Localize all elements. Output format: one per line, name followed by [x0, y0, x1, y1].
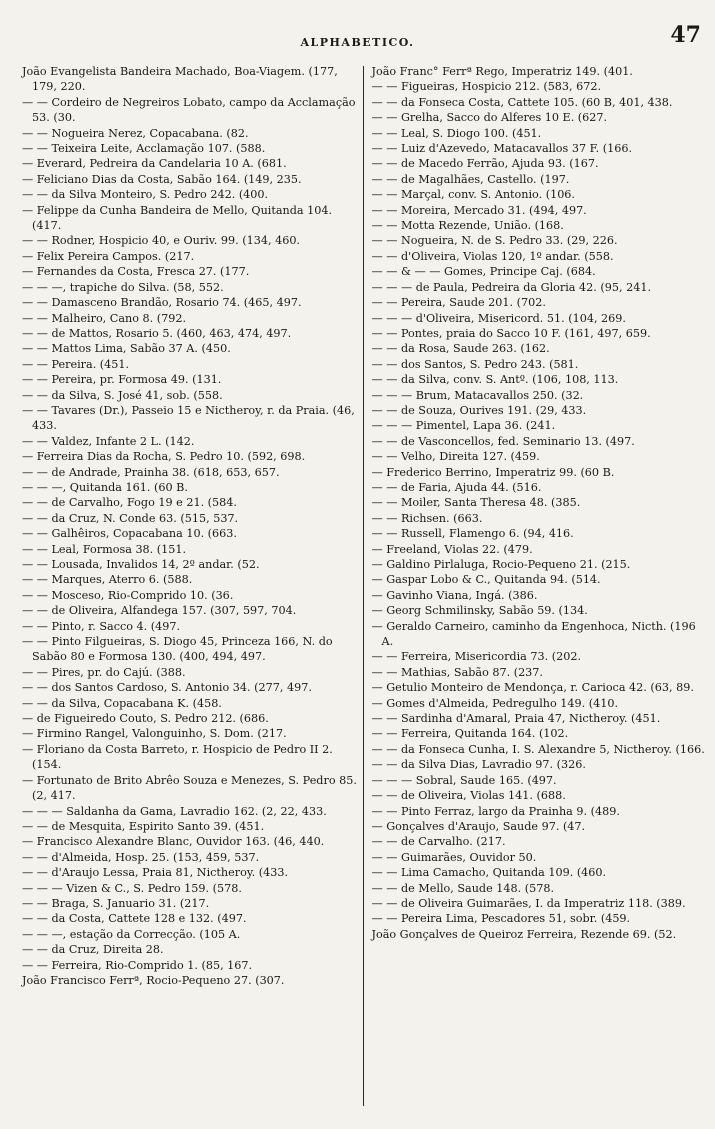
- directory-entry: — — —, trapiche do Silva. (58, 552.: [22, 280, 224, 294]
- directory-entry: — — — Brum, Matacavallos 250. (32.: [371, 388, 584, 402]
- directory-entry: — — da Cruz, N. Conde 63. (515, 537.: [22, 511, 239, 525]
- directory-entry: — Firmino Rangel, Valonguinho, S. Dom. (217.: [22, 727, 287, 741]
- directory-entry: — — de Oliveira, Alfandega 157. (307, 597, 704.: [22, 604, 297, 618]
- directory-entry: — — dos Santos, S. Pedro 243. (581.: [371, 357, 579, 371]
- directory-entry: — — Tavares (Dr.), Passeio 15 e Nictheroy, r. da Praia. (46, 433.: [22, 403, 355, 433]
- directory-entry: — Felix Pereira Campos. (217.: [22, 249, 195, 263]
- directory-entry: — Francisco Alexandre Blanc, Ouvidor 163. (46, 440.: [22, 835, 325, 849]
- directory-entry: — — Pires, pr. do Cajú. (388.: [22, 665, 186, 679]
- directory-entry: — — Pinto, r. Sacco 4. (497.: [22, 619, 181, 633]
- directory-entry: — Everard, Pedreira da Candelaria 10 A. (681.: [22, 157, 287, 171]
- right-column: [363, 64, 708, 1114]
- directory-entry: — — de Mesquita, Espirito Santo 39. (451.: [22, 819, 265, 833]
- directory-entry: — — da Silva Monteiro, S. Pedro 242. (400.: [22, 188, 269, 202]
- directory-entry: — — Ferreira, Rio-Comprido 1. (85, 167.: [22, 958, 253, 972]
- directory-entry: — — Marques, Aterro 6. (588.: [22, 573, 193, 587]
- directory-entry: — — Leal, S. Diogo 100. (451.: [371, 126, 542, 140]
- directory-entry: — Frederico Berrino, Imperatriz 99. (60 B.: [371, 465, 615, 479]
- directory-entry: — — dos Santos Cardoso, S. Antonio 34. (277, 497.: [22, 681, 312, 695]
- directory-entry: — — —, Quitanda 161. (60 B.: [22, 480, 188, 494]
- entry-columns: [20, 64, 708, 1114]
- directory-entry: — — Sardinha d'Amaral, Praia 47, Nictheroy. (451.: [371, 712, 661, 726]
- directory-entry: — — de Oliveira Guimarães, I. da Imperatriz 118. (389.: [371, 896, 686, 910]
- directory-entry: — — de Mello, Saude 148. (578.: [371, 881, 555, 895]
- directory-entry: João Evangelista Bandeira Machado, Boa-Viagem. (177, 179, 220.: [22, 65, 338, 94]
- directory-entry: — — da Fonseca Cunha, I. S. Alexandre 5, Nictheroy. (166.: [371, 742, 705, 756]
- directory-entry: — — Mathias, Sabão 87. (237.: [371, 665, 543, 679]
- directory-entry: — — Lousada, Invalidos 14, 2º andar. (52.: [22, 558, 260, 571]
- directory-entry: — — da Silva Dias, Lavradio 97. (326.: [371, 758, 586, 772]
- directory-entry: — — —, estação da Correcção. (105 A.: [22, 927, 241, 941]
- directory-entry: — Getulio Monteiro de Mendonça, r. Carioca 42. (63, 89.: [371, 681, 694, 695]
- directory-entry: — — Grelha, Sacco do Alferes 10 E. (627.: [371, 111, 608, 125]
- directory-entry: — — da Rosa, Saude 263. (162.: [371, 342, 550, 356]
- page-header: [0, 22, 715, 56]
- directory-entry: — — de Mattos, Rosario 5. (460, 463, 474, 497.: [22, 326, 292, 340]
- directory-entry: — — Ferreira, Misericordia 73. (202.: [371, 650, 582, 664]
- directory-entry: — — & — — Gomes, Principe Caj. (684.: [371, 265, 596, 279]
- directory-entry: — — de Carvalho. (217.: [371, 835, 506, 849]
- directory-entry: — — da Silva, Copacabana K. (458.: [22, 696, 222, 710]
- directory-entry: — — Rodner, Hospicio 40, e Ouriv. 99. (134, 460.: [22, 234, 300, 248]
- directory-entry: — Gavinho Viana, Ingá. (386.: [371, 588, 538, 602]
- directory-entry: — — Moiler, Santa Theresa 48. (385.: [371, 496, 581, 510]
- directory-entry: — — Ferreira, Quitanda 164. (102.: [371, 727, 569, 741]
- directory-entry: — Gaspar Lobo & C., Quitanda 94. (514.: [371, 573, 601, 587]
- directory-entry: — — Pinto Filgueiras, S. Diogo 45, Princeza 166, N. do Sabão 80 e Formosa 130. (400, 494, 497.: [22, 635, 333, 664]
- directory-entry: — — — Vizen & C., S. Pedro 159. (578.: [22, 881, 242, 895]
- directory-entry: — Geraldo Carneiro, caminho da Engenhoca, Nicth. (196 A.: [371, 619, 696, 649]
- directory-entry: — — — Sobral, Saude 165. (497.: [371, 773, 557, 787]
- directory-entry: — — de Vasconcellos, fed. Seminario 13. (497.: [371, 434, 635, 448]
- directory-entry: João Francisco Ferrª, Rocio-Pequeno 27. (307.: [22, 973, 285, 987]
- directory-entry: — — Motta Rezende, União. (168.: [371, 219, 564, 233]
- directory-entry: — — Pinto Ferraz, largo da Prainha 9. (489.: [371, 804, 620, 818]
- directory-entry: — — de Macedo Ferrão, Ajuda 93. (167.: [371, 157, 599, 171]
- directory-entry: — — Teixeira Leite, Acclamação 107. (588.: [22, 142, 266, 156]
- directory-entry: — — Figueiras, Hospicio 212. (583, 672.: [371, 80, 602, 94]
- directory-entry: — — Pereira, Saude 201. (702.: [371, 296, 546, 310]
- directory-entry: — — Marçal, conv. S. Antonio. (106.: [371, 188, 575, 202]
- directory-entry: — — Valdez, Infante 2 L. (142.: [22, 434, 195, 448]
- directory-entry: — — de Souza, Ourives 191. (29, 433.: [371, 403, 587, 417]
- directory-entry: — — Moreira, Mercado 31. (494, 497.: [371, 203, 587, 217]
- directory-entry: — Fernandes da Costa, Fresca 27. (177.: [22, 265, 250, 279]
- directory-entry: — — Galhêiros, Copacabana 10. (663.: [22, 527, 237, 541]
- directory-entry: — Gomes d'Almeida, Pedregulho 149. (410.: [371, 696, 619, 710]
- directory-entry: — — d'Araujo Lessa, Praia 81, Nictheroy. (433.: [22, 866, 289, 880]
- directory-entry: — — da Costa, Cattete 128 e 132. (497.: [22, 912, 247, 926]
- directory-entry: — — — Pimentel, Lapa 36. (241.: [371, 419, 556, 433]
- directory-entry: — — de Andrade, Prainha 38. (618, 653, 657.: [22, 465, 280, 479]
- directory-entry: — Felippe da Cunha Bandeira de Mello, Quitanda 104. (417.: [22, 203, 333, 233]
- directory-entry: — — da Fonseca Costa, Cattete 105. (60 B, 401, 438.: [371, 95, 673, 109]
- directory-entry: — — da Silva, S. José 41, sob. (558.: [22, 388, 223, 402]
- directory-entry: — — Malheiro, Cano 8. (792.: [22, 311, 187, 325]
- directory-entry: — de Figueiredo Couto, S. Pedro 212. (686.: [22, 712, 269, 726]
- directory-entry: — Galdino Pirlaluga, Rocio-Pequeno 21. (215.: [371, 558, 631, 571]
- directory-entry: — Georg Schmilinsky, Sabão 59. (134.: [371, 604, 588, 618]
- directory-entry: — — — d'Oliveira, Misericord. 51. (104, 269.: [371, 311, 626, 325]
- directory-entry: — — Richsen. (663.: [371, 511, 483, 525]
- directory-entry: — — da Cruz, Direita 28.: [22, 943, 164, 957]
- directory-entry: — — Leal, Formosa 38. (151.: [22, 542, 187, 556]
- directory-entry: — — — Saldanha da Gama, Lavradio 162. (2, 22, 433.: [22, 804, 327, 818]
- directory-entry: — — d'Oliveira, Violas 120, 1º andar. (558.: [371, 249, 614, 263]
- directory-entry: — — Pontes, praia do Sacco 10 F. (161, 497, 659.: [371, 326, 651, 340]
- directory-entry: — — Pereira. (451.: [22, 357, 130, 371]
- directory-entry: — — Guimarães, Ouvidor 50.: [371, 850, 537, 864]
- directory-entry: — — Nogueira Nerez, Copacabana. (82.: [22, 126, 249, 140]
- page-number: 47: [670, 22, 701, 48]
- directory-entry: João Gonçalves de Queiroz Ferreira, Rezende 69. (52.: [371, 927, 677, 941]
- directory-entry: — — d'Almeida, Hosp. 25. (153, 459, 537.: [22, 850, 260, 864]
- directory-entry: — — Nogueira, N. de S. Pedro 33. (29, 226.: [371, 234, 618, 248]
- directory-entry: — — de Magalhães, Castello. (197.: [371, 172, 570, 186]
- directory-entry: — — Velho, Direita 127. (459.: [371, 450, 540, 464]
- directory-entry: João Franc° Ferrª Rego, Imperatriz 149. (401.: [371, 65, 633, 78]
- directory-entry: — Gonçalves d'Araujo, Saude 97. (47.: [371, 819, 586, 833]
- directory-entry: — — — de Paula, Pedreira da Gloria 42. (95, 241.: [371, 280, 652, 294]
- directory-entry: — — Damasceno Brandão, Rosario 74. (465, 497.: [22, 296, 302, 310]
- left-column: [20, 64, 363, 1114]
- directory-entry: — Floriano da Costa Barreto, r. Hospicio de Pedro II 2. (154.: [22, 742, 333, 772]
- directory-entry: — Ferreira Dias da Rocha, S. Pedro 10. (592, 698.: [22, 450, 306, 464]
- directory-entry: — — de Faria, Ajuda 44. (516.: [371, 480, 542, 494]
- directory-entry: — — Braga, S. Januario 31. (217.: [22, 896, 210, 910]
- directory-entry: — — Russell, Flamengo 6. (94, 416.: [371, 527, 574, 541]
- directory-entry: — — de Oliveira, Violas 141. (688.: [371, 789, 566, 803]
- directory-entry: — — Lima Camacho, Quitanda 109. (460.: [371, 866, 607, 880]
- directory-entry: — — da Silva, conv. S. Antº. (106, 108, 113.: [371, 373, 619, 387]
- directory-entry: — — Mattos Lima, Sabão 37 A. (450.: [22, 342, 231, 356]
- page-title: ALPHABETICO.: [300, 36, 415, 49]
- directory-entry: — — Luiz d'Azevedo, Matacavallos 37 F. (166.: [371, 142, 633, 156]
- directory-entry: — Freeland, Violas 22. (479.: [371, 542, 533, 556]
- directory-entry: — — Pereira, pr. Formosa 49. (131.: [22, 373, 222, 387]
- directory-entry: — — Pereira Lima, Pescadores 51, sobr. (459.: [371, 912, 631, 926]
- directory-entry: — — Mosceso, Rio-Comprido 10. (36.: [22, 588, 234, 602]
- directory-entry: — — de Carvalho, Fogo 19 e 21. (584.: [22, 496, 237, 510]
- directory-entry: — Feliciano Dias da Costa, Sabão 164. (149, 235.: [22, 172, 302, 186]
- directory-entry: — Fortunato de Brito Abrêo Souza e Menezes, S. Pedro 85. (2, 417.: [22, 773, 357, 803]
- directory-entry: — — Cordeiro de Negreiros Lobato, campo da Acclamação 53. (30.: [22, 95, 356, 125]
